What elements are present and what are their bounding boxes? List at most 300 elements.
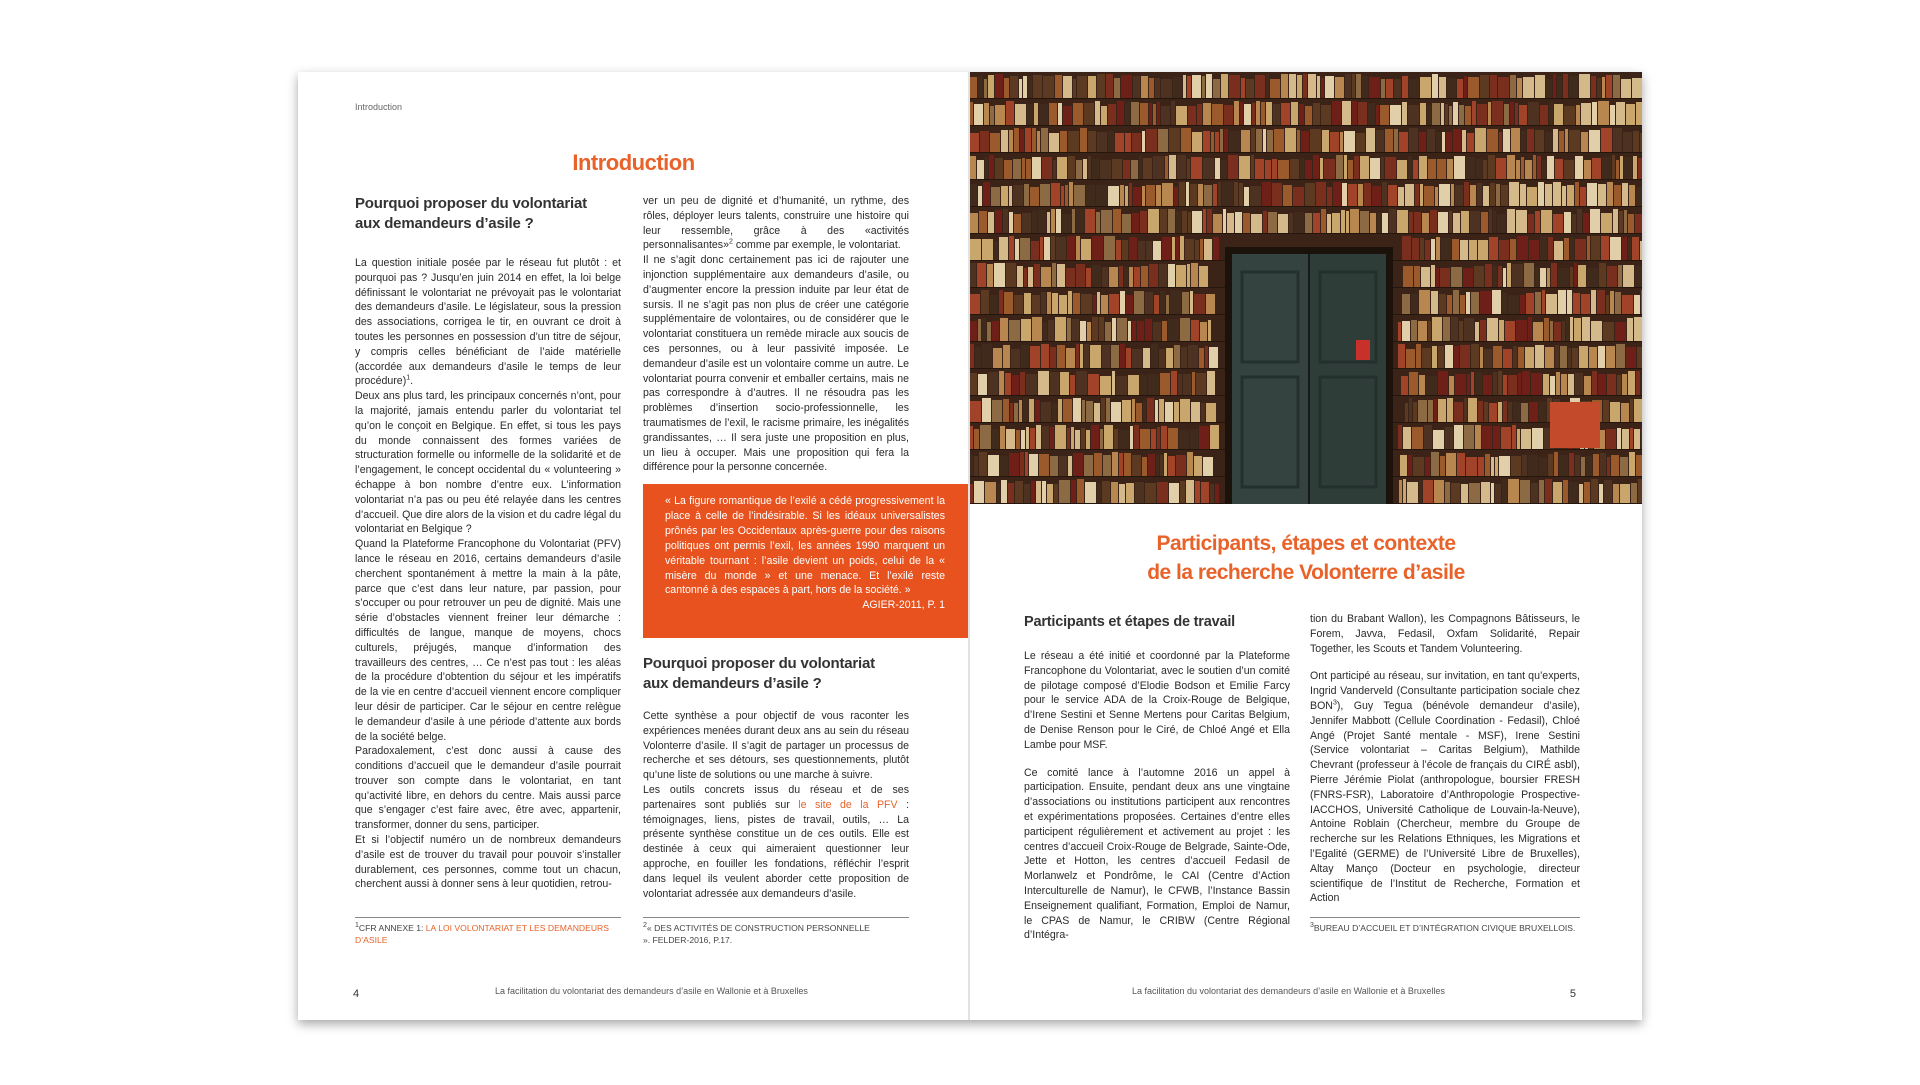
book-spine [1153,241,1161,261]
book-spine [1199,348,1204,369]
book-spine [1583,213,1589,234]
book-spine [1199,266,1208,288]
book-spine [1157,482,1168,504]
book-spine [1358,102,1367,126]
book-spine [1352,74,1355,99]
book-spine [1196,373,1206,396]
book-spine [1521,157,1524,180]
book-spine [1192,132,1202,153]
book-spine [981,290,989,315]
book-spine [1047,292,1051,315]
book-spine [1475,425,1481,450]
book-spine [1081,428,1085,450]
book-spine [1621,403,1629,423]
book-spine [995,158,1003,180]
running-head: Introduction [355,102,403,112]
book-spine [1402,102,1407,126]
book-spine [1029,399,1034,423]
book-spine [1180,236,1184,261]
book-spine [1143,158,1152,180]
book-spine [1466,457,1477,477]
book-spine [1009,186,1012,207]
book-spine [1058,103,1062,126]
book-spine [1009,453,1019,477]
shelf-line [970,125,1642,126]
book-spine [1020,372,1025,396]
book-spine [1289,74,1296,99]
book-spine [1513,346,1517,369]
book-spine [1180,481,1185,504]
book-spine [1394,79,1401,99]
book-spine [1515,103,1518,126]
body-paragraph: tion du Brabant Wallon), les Compagnons Bâtisseurs, le Forem, Javva, Fedasil, Oxfam Solidarité, Repair Together, les Scouts et Tandem Volunteering. [1310,613,1580,655]
book-spine [1493,265,1497,288]
book-spine [1162,321,1167,342]
book-spine [1611,455,1619,477]
book-spine [1575,455,1580,477]
book-spine [1490,75,1497,99]
book-spine [1038,210,1046,234]
book-spine [1026,159,1031,180]
book-spine [995,105,1005,126]
book-spine [1100,376,1111,396]
book-spine [1068,291,1072,315]
book-spine [1057,345,1065,369]
book-spine [988,455,999,477]
book-spine [1012,375,1019,396]
book-spine [1471,344,1479,369]
book-spine [978,186,982,207]
book-spine [990,133,1000,153]
book-spine [1398,344,1405,369]
book-spine [1006,429,1015,450]
book-spine [1621,79,1631,99]
book-spine [1165,156,1168,180]
book-spine [1327,214,1331,234]
book-spine [1203,209,1206,234]
book-spine [1591,236,1600,261]
book-spine [1488,155,1495,180]
book-spine [1540,268,1546,288]
book-spine [1408,156,1412,180]
book-spine [1431,452,1439,477]
book-spine [1020,238,1030,261]
book-spine [1174,402,1179,423]
book-spine [1453,102,1458,126]
book-spine [992,321,999,342]
book-spine [1040,184,1050,207]
book-spine [1138,241,1145,261]
book-spine [1010,403,1013,423]
book-spine [1418,400,1427,423]
book-spine [1090,345,1101,369]
book-spine [1397,160,1407,180]
book-spine [1535,345,1544,369]
book-spine [1195,240,1199,261]
book-spine [1006,263,1016,288]
body-paragraph: Paradoxalement, c’est donc aussi à cause des conditions d’accueil que le demandeur d’asile pourrait trouver son compte dans le volontariat, en tant qu’activité libre, en dehors du centre. Mais aussi parce que s’engager c’est faire avec, être avec, appartenir, transformer, donner du sens, participer. [355,745,621,832]
book-spine [1179,430,1189,450]
section-title: Participants, étapes et contexte de la recherche Volonterre d’asile [1147,532,1465,584]
book-spine [1341,210,1345,234]
book-spine [1176,106,1187,126]
book-spine [1619,211,1623,234]
book-spine [1467,374,1470,396]
book-spine [1401,376,1408,396]
book-spine [1508,402,1512,423]
book-spine [1317,76,1320,99]
book-spine [974,481,984,504]
book-spine [1149,78,1154,99]
book-spine [1183,374,1191,396]
book-spine [1508,375,1517,396]
book-spine [1207,209,1212,234]
book-spine [1168,209,1175,234]
book-spine [1132,133,1141,153]
book-spine [1414,212,1421,234]
book-spine [1081,294,1092,315]
book-spine [1191,402,1200,423]
book-spine [1510,102,1514,126]
book-spine [1545,479,1552,504]
book-spine [1014,403,1018,423]
book-spine [1035,400,1040,423]
book-spine [1321,105,1331,126]
book-spine [1112,371,1115,396]
book-spine [1220,129,1223,153]
book-spine [1300,158,1304,180]
book-spine [1632,237,1639,261]
book-spine [970,102,973,126]
book-spine [1009,130,1013,153]
page-number: 4 [353,988,360,1000]
book-spine [1159,399,1164,423]
annex-link[interactable]: LA LOI VOLONTARIAT ET LES DEMANDEURS D’ASILE [355,923,609,945]
book-spine [1485,264,1492,288]
shelf-line [970,179,1642,180]
book-spine [1601,128,1612,153]
book-spine [1108,186,1119,207]
book-spine [1362,76,1368,99]
book-spine [1188,345,1198,369]
book-spine [1464,425,1474,450]
book-spine [1518,347,1524,369]
book-spine [1031,241,1039,261]
book-spine [1527,129,1534,153]
book-spine [1201,403,1205,423]
book-spine [1411,294,1418,315]
book-spine [1324,159,1335,180]
book-spine [1517,78,1522,99]
book-spine [1641,290,1642,315]
book-spine [1537,156,1541,180]
book-spine [1224,105,1233,126]
book-spine [1201,482,1209,504]
book-spine [1499,320,1504,342]
book-spine [1495,484,1501,504]
book-spine [1489,209,1492,234]
book-spine [1149,103,1152,126]
book-spine [1508,479,1519,504]
book-spine [1503,375,1507,396]
book-spine [1251,128,1255,153]
book-spine [1101,398,1105,423]
book-spine [1449,211,1452,234]
book-spine [1100,160,1111,180]
book-spine [1178,374,1182,396]
book-spine [1636,102,1642,126]
book-spine [1405,184,1414,207]
book-spine [1180,399,1190,423]
book-spine [1398,187,1404,207]
body-paragraph: Cette synthèse a pour objectif de vous raconter les expériences menées durant deux ans au sein du réseau Volonterre d’asile. Il s’agit de partager un processus de recherche et ses détours, ses questionnements, plutôt qu’une liste de solutions ou une marche à suivre. [643,710,909,782]
book-spine [1321,209,1326,234]
book-spine [1498,402,1502,423]
book-spine [1623,132,1632,153]
book-spine [1145,292,1153,315]
book-spine [1467,133,1474,153]
book-spine [1186,480,1194,504]
book-spine [1484,402,1488,423]
book-spine [1490,183,1495,207]
book-spine [982,318,986,342]
book-spine [1354,156,1359,180]
book-spine [1627,318,1633,342]
book-spine [1451,483,1460,504]
book-spine [988,75,994,99]
book-spine [1205,346,1208,369]
book-spine [1422,348,1431,369]
book-spine [1475,322,1479,342]
book-spine [1553,182,1561,207]
book-spine [999,290,1003,315]
book-spine [1020,452,1024,477]
book-spine [1576,105,1580,126]
book-spine [1380,105,1389,126]
book-spine [1166,295,1169,315]
book-spine [970,133,979,153]
book-spine [1578,265,1586,288]
book-spine [1431,265,1435,288]
book-spine [1631,483,1637,504]
book-spine [1272,159,1277,180]
footnote-2: $^2$« DES ACTIVITÉS DE CONSTRUCTION PERSONNELLE ». FELDER-2016, P.17. [643,922,870,945]
book-spine [1598,374,1606,396]
book-spine [1085,482,1096,504]
pfv-site-link[interactable]: le site de la PFV [798,798,898,811]
book-spine [974,104,983,126]
book-spine [1055,75,1062,99]
book-spine [1440,456,1445,477]
book-spine [1453,213,1460,234]
book-spine [1622,429,1629,450]
book-spine [1172,237,1175,261]
book-spine [1015,104,1026,126]
body-paragraph: Le réseau a été initié et coordonné par la Plateforme Francophone du Volontariat, avec le soutien d’un comité de pilotage composé d’Elodie Bodson et Emilie Farcy pour le service ADA de la Croix-Rouge de Belgique, d’Irene Sestini et Senne Mertens pour Caritas Belgium, de Denise Renson pour le Ciré, de Chloé Angé et Ella Lambe pour MSF. [1024,650,1290,751]
book-spine [1001,480,1007,504]
book-spine [977,263,986,288]
book-spine [1000,318,1008,342]
book-spine [1206,403,1216,423]
book-spine [1082,400,1085,423]
book-spine [1060,131,1067,153]
book-spine [1445,345,1453,369]
book-spine [1528,317,1532,342]
book-spine [1553,74,1556,99]
book-spine [1610,291,1614,315]
book-spine [1402,76,1408,99]
book-spine [1366,128,1375,153]
book-spine [1111,482,1118,504]
book-spine [1021,430,1025,450]
book-spine [1256,101,1260,126]
book-spine [1344,131,1355,153]
book-spine [1129,237,1137,261]
book-spine [1342,183,1347,207]
book-spine [1457,453,1465,477]
book-spine [1206,74,1212,99]
book-spine [1493,426,1500,450]
book-spine [1438,399,1446,423]
book-spine [1013,185,1023,207]
book-spine [1081,239,1091,261]
book-spine [1327,187,1332,207]
book-spine [1567,290,1572,315]
book-spine [978,319,981,342]
book-spine [1305,183,1315,207]
book-spine [1179,182,1185,207]
book-spine [1591,479,1598,504]
book-spine [1032,211,1037,234]
book-spine [1587,183,1597,207]
book-spine [1436,132,1441,153]
book-spine [1020,129,1024,153]
book-spine [1063,399,1072,423]
book-spine [1097,292,1100,315]
book-spine [1095,101,1100,126]
book-spine [1213,184,1217,207]
book-spine [1590,209,1600,234]
book-spine [1168,428,1178,450]
book-spine [1069,182,1073,207]
book-spine [1051,209,1055,234]
book-spine [1218,182,1221,207]
book-spine [1557,76,1562,99]
book-spine [1553,214,1563,234]
book-spine [993,348,1002,369]
book-spine [1149,264,1158,288]
book-spine [1029,454,1038,477]
book-spine [983,182,990,207]
book-spine [1124,453,1131,477]
book-spine [1134,291,1144,315]
shelf-line [970,152,1642,153]
book-spine [1321,78,1324,99]
book-spine [1597,290,1605,315]
book-spine [978,76,983,99]
book-spine [1415,184,1419,207]
book-spine [1499,240,1509,261]
book-spine [1411,320,1417,342]
book-spine [1344,155,1347,180]
book-spine [1030,428,1035,450]
book-spine [1174,187,1178,207]
book-spine [1120,185,1124,207]
book-spine [1310,129,1321,153]
book-spine [1009,212,1013,234]
book-spine [1171,101,1175,126]
book-spine [1157,102,1160,126]
book-spine [980,425,991,450]
book-spine [1606,346,1615,369]
book-spine [1023,398,1028,423]
book-spine [1043,76,1054,99]
book-spine [1428,159,1436,180]
book-spine [1030,187,1039,207]
book-spine [1364,183,1371,207]
book-spine [1256,129,1262,153]
book-spine [1203,131,1210,153]
book-spine [1475,128,1486,153]
book-spine [1014,214,1021,234]
book-spine [1587,268,1598,288]
book-spine [1634,429,1640,450]
book-spine [1153,322,1161,342]
book-spine [1105,322,1111,342]
book-spine [1640,241,1642,261]
quote-text: « La figure romantique de l’exilé a cédé progressivement la place à celle de l’indésirable. Si les idéaux universalistes prônés par les Occidentaux après-guerre pour des raisons politiques ont permis l’exil, les années 1990 marquent un véritable tournant : l’asile devient un poids, celui de la « misère du monde » et une menace. Et l’exilé reste cantonné à des espaces à part, hors de la société. » [665,495,945,597]
book-spine [1454,156,1465,180]
book-spine [1577,209,1582,234]
book-spine [1356,74,1361,99]
book-spine [980,131,989,153]
book-spine [1325,76,1334,99]
book-spine [1502,479,1507,504]
book-spine [1022,158,1025,180]
book-spine [1206,294,1215,315]
book-spine [1122,240,1128,261]
book-spine [1545,132,1552,153]
book-spine [1290,159,1299,180]
book-spine [1222,182,1233,207]
book-spine [1532,428,1543,450]
book-spine [1626,347,1636,369]
book-spine [1485,454,1490,477]
book-spine [1580,187,1586,207]
book-spine [1512,425,1516,450]
book-spine [1569,482,1578,504]
shelf-line [970,233,1642,234]
book-spine [1047,484,1053,504]
book-spine [1471,292,1479,315]
book-spine [970,454,973,477]
book-spine [1390,105,1401,126]
book-spine [1470,185,1476,207]
book-spine [987,264,993,288]
book-spine [1028,267,1033,288]
book-spine [1529,402,1538,423]
book-spine [1492,101,1503,126]
page-number: 5 [1569,988,1576,1000]
book-spine [1204,239,1212,261]
book-spine [1049,103,1057,126]
book-spine [1477,104,1487,126]
book-spine [1424,425,1432,450]
book-spine [1522,371,1530,396]
book-spine [1421,267,1430,288]
book-spine [1607,457,1610,477]
book-spine [1044,237,1050,261]
